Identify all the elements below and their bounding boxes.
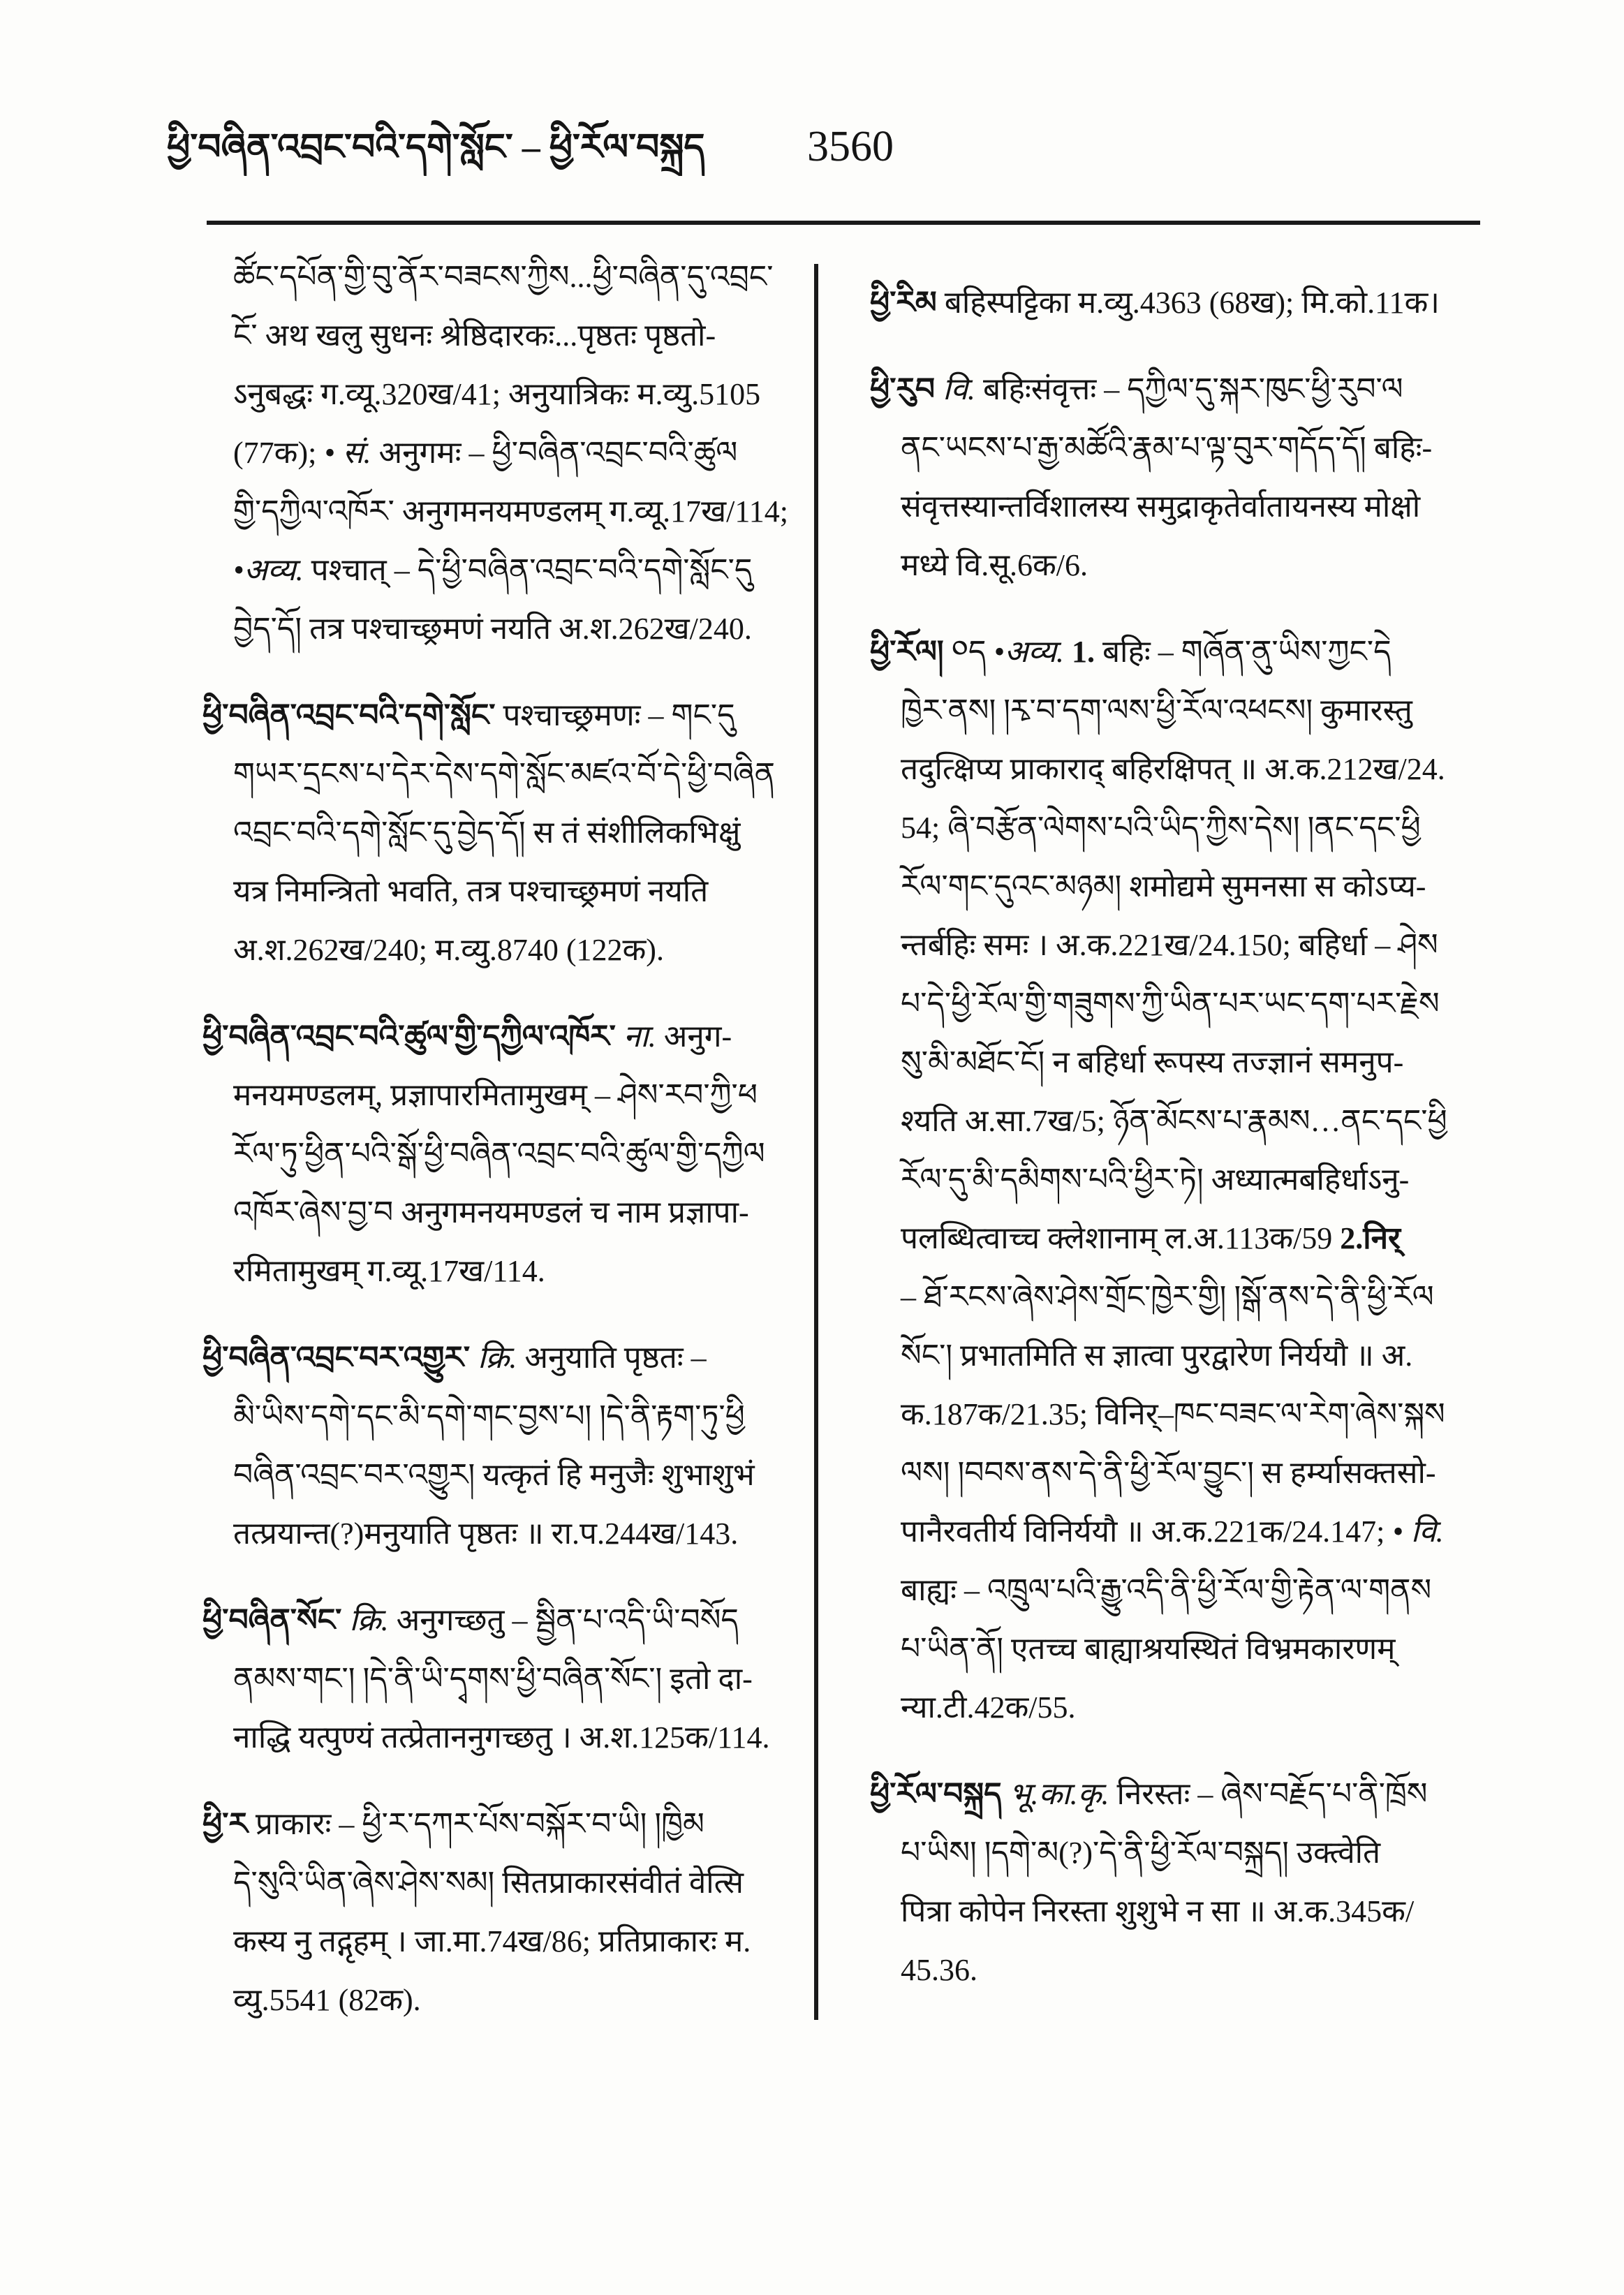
entry-text-line: པ་ཡིས། །དགེ་མ(?)་དེ་ནི་ཕྱི་རོལ་བསྐྲད། उक्त्वेति [901, 1836, 1381, 1870]
entry-text-line: मनयमण्डलम्, प्रज्ञापारमितामुखम् – ཤེས་རབ་ཀྱི་ཕ [233, 1078, 758, 1112]
entry-text-line: ཁྱེར་ནས། །རྭ་བ་དག་ལས་ཕྱི་རོལ་འཕངས། कुमारस्तु [901, 693, 1412, 728]
grammar-label: वि. [943, 372, 975, 406]
entry-first-line [870, 1765, 1522, 1824]
entry-text-line: རོལ་དུ་མི་དམིགས་པའི་ཕྱིར་ཏེ། अध्यात्मबहिर्धाऽनु- [901, 1163, 1410, 1197]
entry-text-line: ཚོང་དཔོན་གྱི་བུ་ནོར་བཟངས་ཀྱིས...ཕྱི་བཞིན་དུ་འབྲང་ [233, 260, 774, 294]
dictionary-entry [202, 1329, 806, 1563]
entry-text: प्राकारः – ཕྱི་ར་དཀར་པོས་བསྐོར་བ་ཡི། །ཁྱིམ [255, 1807, 704, 1841]
entry-text-line: बाह्यः – འཁྲུལ་པའི་རྒྱུ་འདི་ནི་ཕྱི་རོལ་གྱི་རྟེན་ལ་གནས [901, 1573, 1432, 1607]
entry-headword: ཕྱི་ར [202, 1807, 248, 1841]
entry-headword: ཕྱི་བཞིན་འབྲང་བར་འགྱུར་ [202, 1341, 471, 1375]
entry-text-line [202, 541, 806, 600]
entry-text: पानैरवतीर्य विनिर्ययौ ॥ अ.क.221क/24.147; [901, 1514, 1385, 1549]
entry-headword: ཕྱི་བཞིན་འབྲང་བའི་ཚུལ་གྱི་དཀྱིལ་འཁོར་ [202, 1019, 616, 1054]
left-column [202, 248, 806, 2030]
entry-first-line [870, 360, 1522, 419]
entry-text-line: རོལ་ཏུ་ཕྱིན་པའི་སྒོ་ཕྱི་བཞིན་འབྲང་བའི་ཚུལ་གྱི་དཀྱིལ [233, 1137, 765, 1171]
entry-text-line: ནམས་གང་། །དེ་ནི་ཡི་དྭགས་ཕྱི་བཞིན་སོང་། इतो दा- [233, 1662, 753, 1696]
entry-text-line: तदुत्क्षिप्य प्राकाराद् बहिरक्षिपत् ॥ अ.क.212ख/24. [901, 752, 1445, 786]
entry-text-line: व्यु.5541 (82क). [233, 1983, 421, 2017]
entry-text-line: པ་ཡིན་ནོ། एतच्च बाह्याश्रयस्थितं विभ्रमकारणम् [901, 1632, 1396, 1666]
entry-text-line: སུ་མི་མཐོང་ངོ། न बहिर्धा रूपस्य तज्ज्ञानं समनुप- [901, 1045, 1404, 1079]
entry-headword: ཕྱི་རིམ [870, 286, 937, 320]
entry-first-line [870, 623, 1522, 681]
dictionary-entry [202, 686, 806, 980]
entry-text: (77क); [233, 436, 317, 470]
entry-text-line: རོལ་གང་དུའང་མཉམ། शमोद्यमे सुमनसा स कोऽप्य- [901, 869, 1426, 903]
entry-text: पश्चात् – དེ་ཕྱི་བཞིན་འབྲང་བའི་དགེ་སློང་དུ [311, 553, 753, 587]
entry-text-line [870, 1503, 1522, 1561]
entry-first-line [202, 1591, 806, 1650]
entry-text: निरस्तः – ཞེས་བརྗོད་པ་ནི་ཁྲོས [1116, 1777, 1428, 1811]
entry-text-line: ऽनुबद्धः ग.व्यू.320ख/41; अनुयात्रिकः म.व्यु.5105 [233, 377, 761, 411]
entry-text: बहिःसंवृत्तः – དཀྱིལ་དུ་སྐར་ཁུང་ཕྱི་རུབ་ལ [982, 372, 1403, 406]
grammar-label: भू.का.कृ. [1009, 1777, 1109, 1811]
entry-text-line: བཞིན་འབྲང་བར་འགྱུར། यत्कृतं हि मनुजैः शुभाशुभं [233, 1458, 755, 1492]
entry-text-line: དེ་སུའི་ཡིན་ཞེས་ཤེས་སམ། सितप्राकारसंवीतं वेत्सि [233, 1866, 744, 1900]
page-number: 3560 [807, 123, 894, 170]
dictionary-entry-continued [202, 248, 806, 658]
entry-text-line: འབྲང་བའི་དགེ་སློང་དུ་བྱེད་དོ། स तं संशीलिकभिक्षुं [233, 816, 741, 850]
entry-text-line: 54; ཞི་བརྩོན་ལེགས་པའི་ཡིད་ཀྱིས་དེས། །ནང་དང་ཕྱི [901, 811, 1421, 845]
grammar-label: क्रि. [349, 1603, 389, 1637]
entry-text: बहिस्पट्टिका म.व्यु.4363 (68ख); मि.को.11क। [944, 286, 1440, 320]
entry-text-line: – ཐོ་རངས་ཞེས་ཤེས་གྲོང་ཁྱེར་གྱི། །སྒོ་ནས་དེ་ནི་ཕྱི་རོལ [901, 1280, 1434, 1314]
entry-text-line: अ.श.262ख/240; म.व्यु.8740 (122क). [233, 933, 664, 967]
entry-text: बहिः – གཞོན་ནུ་ཡིས་ཀྱང་དེ [1102, 635, 1392, 669]
entry-first-line [202, 686, 806, 745]
grammar-label: • वि. [1392, 1514, 1444, 1549]
entry-text: अनुगच्छतु – སྦྱིན་པ་འདི་ཡི་བསོད [396, 1603, 739, 1637]
entry-text-line: གཡར་དྲངས་པ་དེར་དེས་དགེ་སློང་མཛའ་བོ་དེ་ཕྱི་བཞིན [233, 757, 775, 791]
entry-text-line: ནང་ཡངས་པ་རྒྱ་མཚོའི་རྣམ་པ་ལྟ་བུར་གདོད་དོ། बहिः- [901, 431, 1433, 465]
dictionary-entry [870, 274, 1522, 332]
grammar-label: • सं. [324, 436, 371, 470]
entry-text-line: སོང་། प्रभातमिति स ज्ञात्वा पुरद्वारेण निर्ययौ ॥ अ. [901, 1338, 1413, 1373]
entry-text-line: मध्ये वि.सू.6क/6. [901, 548, 1088, 582]
grammar-label: ना. [623, 1019, 656, 1054]
entry-text-line: रमितामुखम् ग.व्यू.17ख/114. [233, 1254, 545, 1288]
grammar-label: क्रि. [478, 1341, 517, 1375]
grammar-label: •अव्य. [994, 635, 1064, 669]
entry-text-line: पित्रा कोपेन निरस्ता शुशुभे न सा ॥ अ.क.345क/ [901, 1894, 1415, 1928]
entry-text-line: श्यति अ.सा.7ख/5; ཉོན་མོངས་པ་རྣམས…ནང་དང་ཕྱི [901, 1104, 1447, 1138]
entry-text-line: བྱེད་དོ། तत्र पश्चाच्छ्रमणं नयति अ.श.262ख/240. [233, 612, 752, 646]
entry-text-line: གྱི་དཀྱིལ་འཁོར་ अनुगमनयमण्डलम् ग.व्यू.17ख/114; [233, 494, 788, 529]
entry-text-line [870, 1209, 1522, 1268]
running-header-title: ཕྱི་བཞིན་འབྲང་བའི་དགེ་སློང་ – ཕྱི་རོལ་བསྐྲད [167, 128, 705, 168]
entry-headword: ཕྱི་བཞིན་སོང་ [202, 1603, 342, 1637]
entry-text-line: क.187क/21.35; विनिर्–ཁང་བཟང་ལ་རེག་ཞེས་སྐས [901, 1397, 1445, 1431]
entry-headword: ཕྱི་བཞིན་འབྲང་བའི་དགེ་སློང་ [202, 698, 496, 732]
entry-text-line: 45.36. [901, 1953, 977, 1987]
entry-text-line: यत्र निमन्त्रितो भवति, तत्र पश्चाच्छ्रमणं नयति [233, 874, 709, 908]
entry-text-line: न्या.टी.42क/55. [901, 1690, 1076, 1725]
dictionary-entry [870, 623, 1522, 1737]
entry-text: पश्चाच्छ्रमणः – གང་དུ [503, 698, 735, 732]
entry-marker: ༠ད [951, 635, 987, 669]
header-rule [207, 221, 1480, 225]
entry-first-line [202, 1008, 806, 1066]
sense-number: 1. [1071, 635, 1095, 669]
entry-text: पलब्धित्वाच्च क्लेशानाम् ल.अ.113क/59 [901, 1221, 1333, 1255]
entry-text: अनुगमः – ཕྱི་བཞིན་འབྲང་བའི་ཚུལ [378, 436, 738, 470]
dictionary-entry [202, 1591, 806, 1767]
dictionary-entry [202, 1008, 806, 1301]
dictionary-entry [870, 360, 1522, 595]
entry-text: अनुयाति पृष्ठतः – [524, 1341, 707, 1375]
entry-text-line [202, 424, 806, 482]
entry-text-line: न्तर्बहिः समः । अ.क.221ख/24.150; बहिर्धा – ཤེས [901, 928, 1438, 962]
entry-text-line: तत्प्रयान्त(?)मनुयाति पृष्ठतः ॥ रा.प.244ख/143. [233, 1517, 739, 1551]
entry-headword: ཕྱི་རོལ་བསྐྲད [870, 1777, 1002, 1811]
entry-text-line: ངོ་ अथ खलु सुधनः श्रेष्ठिदारकः...पृष्ठतः पृष्ठतो- [233, 318, 716, 353]
entry-headword: ཕྱི་རུབ [870, 372, 936, 406]
entry-headword: ཕྱི་རོལ། [870, 635, 944, 669]
entry-text-line: མི་ཡིས་དགེ་དང་མི་དགེ་གང་བྱས་པ། །དེ་ནི་རྟག་ཏུ་ཕྱི [233, 1399, 745, 1433]
entry-text-line: པ་དེ་ཕྱི་རོལ་གྱི་གཟུགས་ཀྱི་ཡིན་པར་ཡང་དག་པར་རྗེས [901, 987, 1440, 1021]
dictionary-entry [202, 1795, 806, 2030]
entry-text-line: ལས། །བབས་ནས་དེ་ནི་ཕྱི་རོལ་བྱུང་། स हर्म्यासक्तसो- [901, 1456, 1436, 1490]
right-column [870, 274, 1522, 2000]
entry-text: अनुग- [663, 1019, 732, 1054]
entry-first-line [202, 1329, 806, 1387]
entry-text-line: कस्य नु तद्गृहम् । जा.मा.74ख/86; प्रतिप्राकारः म. [233, 1924, 751, 1958]
entry-first-line [870, 274, 1522, 332]
sense-number: 2.निर् [1340, 1221, 1401, 1255]
column-divider [814, 264, 818, 2020]
grammar-label: •अव्य. [233, 553, 304, 587]
entry-text-line: འཁོར་ཞེས་བྱ་བ अनुगमनयमण्डलं च नाम प्रज्ञापा- [233, 1195, 749, 1230]
entry-text-line: संवृत्तस्यान्तर्विशालस्य समुद्राकृतेर्वातायनस्य मोक्षो [901, 489, 1421, 524]
entry-text-line: नाद्धि यत्पुण्यं तत्प्रेताननुगच्छतु । अ.श.125क/114. [233, 1720, 770, 1755]
dictionary-entry [870, 1765, 1522, 2000]
entry-first-line [202, 1795, 806, 1854]
